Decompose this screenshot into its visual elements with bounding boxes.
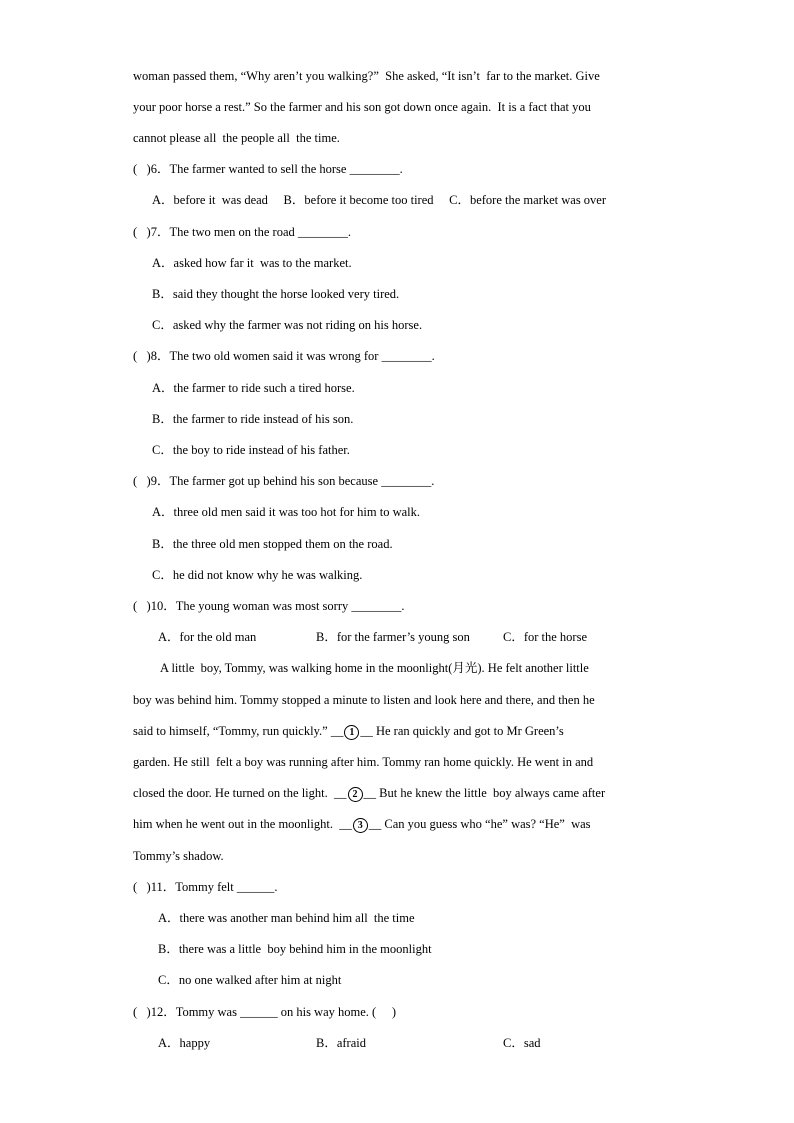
question-10-stem: ( )10．The young woman was most sorry ________.: [133, 599, 405, 613]
passage1-line-2: your poor horse a rest.” So the farmer and his son got down once again. It is a fact that you: [133, 100, 591, 114]
passage2-line-1: A little boy, Tommy, was walking home in the moonlight(月光). He felt another little: [160, 661, 589, 675]
question-10-option-c: C．for the horse: [503, 630, 588, 644]
question-9-option-a: A．three old men said it was too hot for him to walk.: [152, 505, 421, 519]
question-7-option-b: B．said they thought the horse looked very tired.: [152, 287, 400, 301]
question-7-stem: ( )7．The two men on the road ________.: [133, 225, 352, 239]
question-11-stem: ( )11．Tommy felt ______.: [133, 880, 278, 894]
passage2-line-6: [133, 816, 591, 833]
question-6-stem: ( )6．The farmer wanted to sell the horse ________.: [133, 162, 403, 176]
question-12-option-c: C．sad: [503, 1036, 541, 1050]
question-9-stem: ( )9．The farmer got up behind his son because ________.: [133, 474, 435, 488]
question-11-option-c: C．no one walked after him at night: [158, 973, 342, 987]
passage1-line-1: woman passed them, “Why aren’t you walking?” She asked, “It isn’t far to the market. Give: [133, 69, 600, 83]
question-11-option-b: B．there was a little boy behind him in the moonlight: [158, 942, 432, 956]
passage2-line-3-start: said to himself, “Tommy, run quickly.” __: [133, 724, 344, 738]
question-12-stem: ( )12．Tommy was ______ on his way home. ( ): [133, 1005, 396, 1019]
blank-2-marker: 2: [348, 787, 363, 802]
question-10-option-a: A．for the old man: [158, 630, 257, 644]
passage2-line-7: Tommy’s shadow.: [133, 849, 224, 863]
question-12-option-b: B．afraid: [316, 1036, 366, 1050]
passage1-line-3: cannot please all the people all the time.: [133, 131, 340, 145]
passage2-line-6-start: him when he went out in the moonlight. __: [133, 817, 352, 831]
question-12-option-a: A．happy: [158, 1036, 211, 1050]
question-8-option-b: B．the farmer to ride instead of his son.: [152, 412, 354, 426]
blank-1-marker: 1: [344, 725, 359, 740]
question-9-option-b: B．the three old men stopped them on the road.: [152, 537, 393, 551]
passage2-line-3-end: __ He ran quickly and got to Mr Green’s: [360, 724, 564, 738]
question-7-option-a: A．asked how far it was to the market.: [152, 256, 352, 270]
question-11-option-a: A．there was another man behind him all the time: [158, 911, 415, 925]
question-8-stem: ( )8．The two old women said it was wrong for ________.: [133, 349, 435, 363]
passage2-line-2: boy was behind him. Tommy stopped a minute to listen and look here and there, and then he: [133, 693, 595, 707]
passage2-line-5-end: __ But he knew the little boy always came after: [363, 786, 606, 800]
passage2-line-6-end: __ Can you guess who “he” was? “He” was: [368, 817, 591, 831]
question-9-option-c: C．he did not know why he was walking.: [152, 568, 363, 582]
passage2-line-5-start: closed the door. He turned on the light. __: [133, 786, 347, 800]
question-6-options: A．before it was dead B．before it become too tired C．before the market was over: [152, 193, 607, 207]
blank-3-marker: 3: [353, 818, 368, 833]
question-8-option-c: C．the boy to ride instead of his father.: [152, 443, 350, 457]
question-7-option-c: C．asked why the farmer was not riding on his horse.: [152, 318, 423, 332]
question-8-option-a: A．the farmer to ride such a tired horse.: [152, 381, 355, 395]
passage2-line-4: garden. He still felt a boy was running after him. Tommy ran home quickly. He went in and: [133, 755, 594, 769]
question-10-option-b: B．for the farmer’s young son: [316, 630, 470, 644]
passage2-line-5: [133, 785, 605, 802]
passage2-line-3: [133, 723, 564, 740]
